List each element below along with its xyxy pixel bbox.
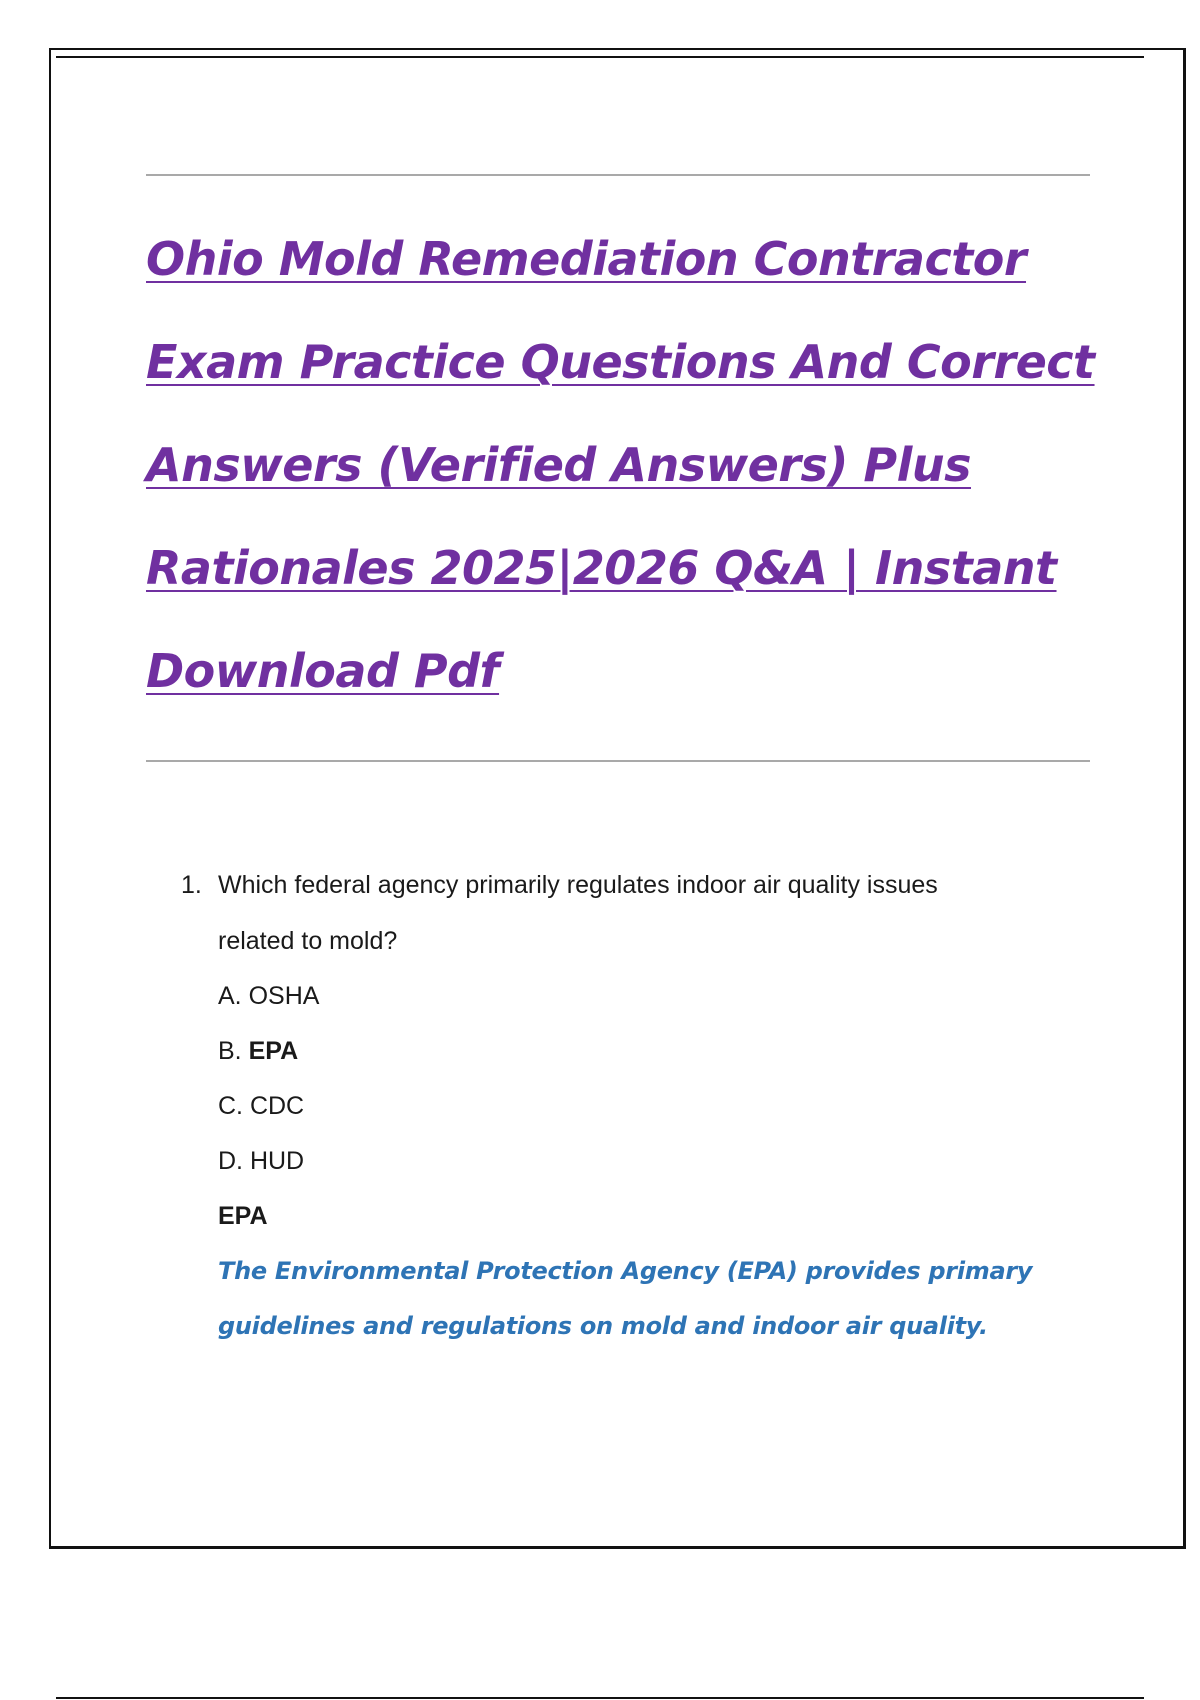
option-a-label: OSHA bbox=[248, 982, 320, 1010]
option-d bbox=[218, 1138, 1061, 1193]
rationale-line-1: The Environmental Protection Agency (EPA) provides primary bbox=[218, 1257, 1033, 1285]
question-item bbox=[181, 862, 1061, 1358]
title-line-3: Answers (Verified Answers) Plus bbox=[146, 438, 971, 492]
question-text-line-2: related to mold? bbox=[218, 927, 398, 955]
document-title bbox=[146, 208, 1095, 723]
next-page-rule bbox=[56, 1697, 1144, 1699]
option-a-key: A. bbox=[218, 982, 242, 1010]
option-b-label: EPA bbox=[248, 1037, 299, 1065]
top-double-rule bbox=[56, 56, 1144, 58]
question-stem bbox=[181, 862, 1061, 918]
title-bottom-divider bbox=[146, 760, 1090, 762]
option-c bbox=[218, 1083, 1061, 1138]
option-d-key: D. bbox=[218, 1147, 243, 1175]
title-line-4: Rationales 2025|2026 Q&A | Instant bbox=[146, 541, 1057, 595]
title-top-divider bbox=[146, 174, 1090, 176]
option-d-label: HUD bbox=[249, 1147, 305, 1175]
option-a bbox=[218, 973, 1061, 1028]
question-number: 1. bbox=[181, 871, 202, 899]
title-line-5: Download Pdf bbox=[146, 644, 500, 698]
option-b bbox=[218, 1028, 1061, 1083]
rationale-line-2: guidelines and regulations on mold and indoor air quality. bbox=[218, 1312, 988, 1340]
correct-answer: EPA bbox=[218, 1202, 268, 1230]
title-line-1: Ohio Mold Remediation Contractor bbox=[146, 232, 1027, 286]
option-c-key: C. bbox=[218, 1092, 243, 1120]
title-line-2: Exam Practice Questions And Correct bbox=[146, 335, 1095, 389]
option-b-key: B. bbox=[218, 1037, 242, 1065]
question-text-line-1: Which federal agency primarily regulates indoor air quality issues bbox=[218, 871, 938, 899]
option-c-label: CDC bbox=[249, 1092, 305, 1120]
